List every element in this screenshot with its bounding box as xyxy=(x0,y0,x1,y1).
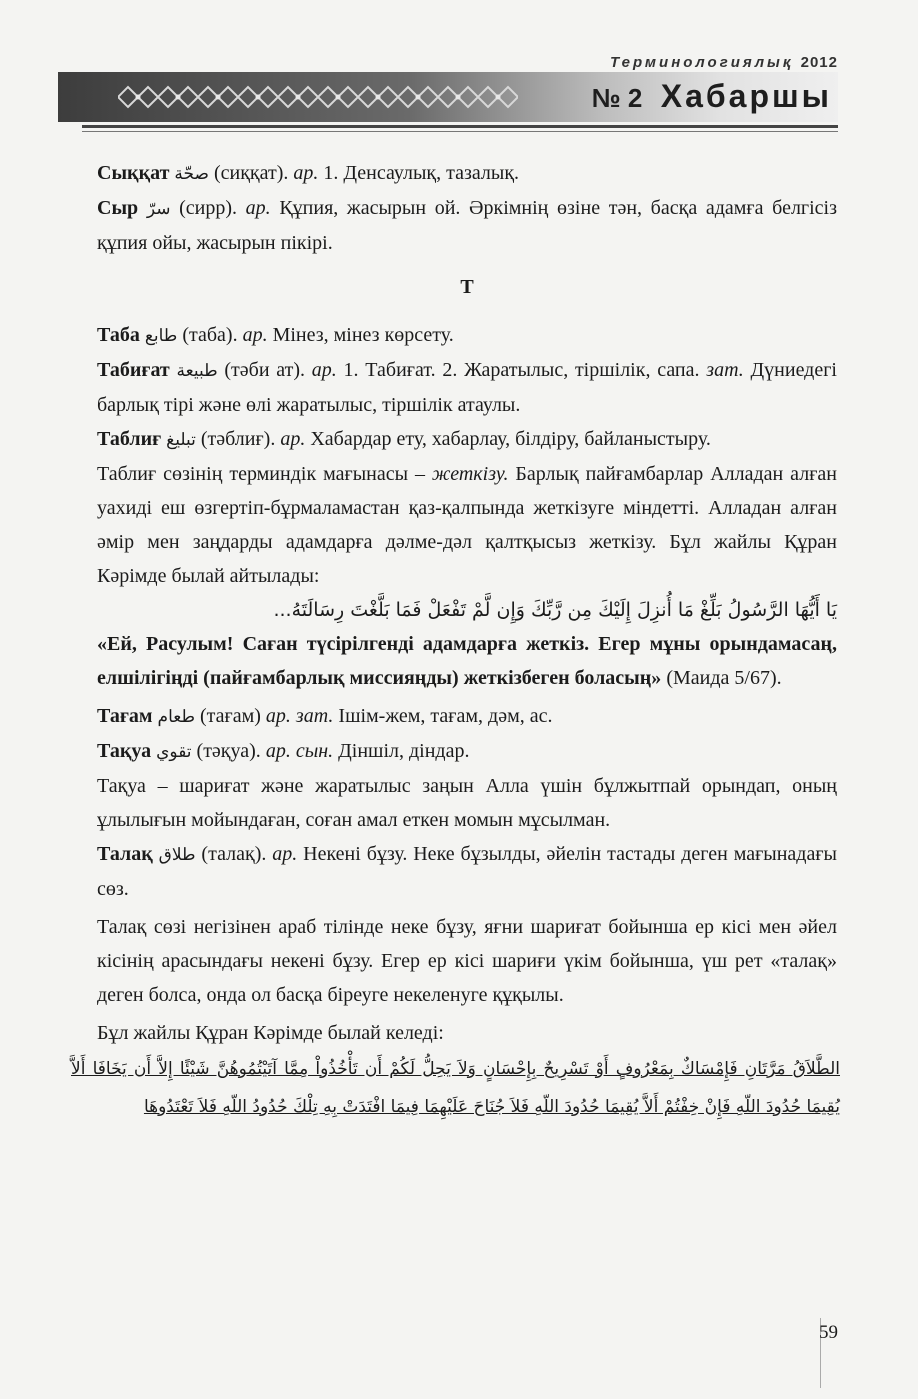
entry-abbreviation: ар. xyxy=(311,359,337,381)
entry-arabic: طلاق xyxy=(158,845,196,864)
entry-term: Таба xyxy=(97,324,140,346)
entry-definition: Хабардар ету, хабарлау, білдіру, байланыстыру. xyxy=(305,428,711,450)
section-letter: Т xyxy=(460,276,474,298)
entry-transliteration: (сиққат). xyxy=(208,162,294,184)
entry-abbreviation: ар. xyxy=(272,843,298,865)
entry-transliteration: (тәқуа). xyxy=(191,740,266,762)
paragraph: Тақуа – шариғат және жаратылыс заңын Алла үшін бұлжытпай орындап, оның ұлылығын мойындаған, соған амал еткен момын мұсылман. xyxy=(97,775,837,831)
entry-transliteration: (таба). xyxy=(177,324,243,346)
header-rule xyxy=(82,125,838,128)
entry-abbreviation: ар. сын. xyxy=(265,740,334,762)
entry-definition: Діншіл, діндар. xyxy=(333,740,470,762)
entry-definition: Құпия, жасырын ой. Әркімнің өзіне тән, басқа адамға белгісіз құпия ойы, жасырын пікірі. xyxy=(97,197,838,254)
journal-bulletin-title: Хабаршы xyxy=(660,78,832,114)
entry-transliteration: (сирр). xyxy=(170,197,246,219)
paragraph: Талақ сөзі негізінен араб тілінде неке бұзу, яғни шариғат бойынша ер кісі мен әйел кісінің арасындағы некені бұзу. Егер ер кісі шариғи үкім бойынша, үш рет «талақ» деген болса, онда ол басқа біреуге некеленуге құқылы. xyxy=(97,916,837,1006)
entry-abbreviation: ар. зат. xyxy=(265,705,334,727)
entry-term: Таблиғ xyxy=(97,428,162,450)
entry-abbreviation: ар. xyxy=(280,428,306,450)
entry-transliteration: (тәби ат). xyxy=(217,359,312,381)
journal-title: Терминологиялық xyxy=(610,54,794,71)
verse-translation xyxy=(97,627,837,695)
dictionary-entry xyxy=(97,191,837,260)
entry-term: Тақуа xyxy=(97,740,152,762)
entry-term: Сыққат xyxy=(97,162,170,184)
ornament-pattern xyxy=(118,78,518,116)
header-banner xyxy=(58,72,838,122)
dictionary-entry xyxy=(97,318,837,353)
arabic-verse: يَا أَيُّهَا الرَّسُولُ بَلِّغْ مَا أُنزِلَ إِلَيْكَ مِن رَّبِّكَ وَإِن لَّمْ تَفْعَلْ فَمَا بَلَّغْتَ رِسَالَتَهُ... xyxy=(273,599,837,621)
entry-definition: Мінез, мінез көрсету. xyxy=(267,324,454,346)
journal-year: 2012 xyxy=(800,54,838,71)
verse-text: «Ей, Расулым! Саған түсірілгенді адамдарға жеткіз. Егер мұны орындамасаң, елшілігіңді (пайғамбарлық миссияңды) жеткізбеген боласың» xyxy=(97,633,837,689)
entry-abbreviation: ар. xyxy=(293,162,319,184)
entry-transliteration: (тәблиғ). xyxy=(195,428,281,450)
journal-name xyxy=(610,54,838,71)
entry-arabic: تبليغ xyxy=(166,430,196,449)
entry-transliteration: (тағам) xyxy=(194,705,266,727)
dictionary-entry xyxy=(97,422,837,457)
entry-term: Табиғат xyxy=(97,359,170,381)
entry-definition-2: Дүниедегі барлық тірі және өлі жаратылыс, тіршілік атаулы. xyxy=(97,359,837,416)
dictionary-entry xyxy=(97,699,837,734)
verse-reference: (Маида 5/67). xyxy=(661,667,782,689)
paragraph-text: Таблиғ сөзінің терминдік мағынасы – xyxy=(97,463,432,485)
issue-title xyxy=(592,78,832,115)
issue-number: № 2 xyxy=(591,83,643,113)
arabic-verse-block: الطَّلاَقُ مَرَّتَانِ فَإِمْسَاكٌ بِمَعْرُوفٍ أَوْ تَسْرِيحٌ بِإِحْسَانٍ وَلاَ يَحِلُّ لَكُمْ أَن تَأْخُذُواْ مِمَّا آتَيْتُمُوهُنَّ شَيْئًا إِلاَّ أَن يَخَافَا أَلاَّ يُقِيمَا حُدُودَ اللّهِ فَإِنْ خِفْتُمْ أَلاَّ يُقِيمَا حُدُودَ اللّهِ فَلاَ جُنَاحَ عَلَيْهِمَا فِيمَا افْتَدَتْ بِهِ تِلْكَ حُدُودُ اللّهِ فَلاَ تَعْتَدُوهَا xyxy=(71,1059,840,1117)
entry-arabic: صحّة xyxy=(174,164,209,183)
dictionary-entry xyxy=(97,734,837,769)
page-header xyxy=(0,0,918,140)
entry-arabic: طبيعة xyxy=(176,361,218,380)
paragraph-emphasis: жеткізу. xyxy=(431,463,509,485)
header-rule-thin xyxy=(82,131,838,132)
entry-definition: Некені бұзу. Неке бұзылды, әйелін тастады деген мағынадағы сөз. xyxy=(97,843,837,900)
entry-term: Тағам xyxy=(97,705,153,727)
entry-abbreviation: ар. xyxy=(245,197,271,219)
entry-arabic: طابع xyxy=(144,326,178,345)
dictionary-entry xyxy=(97,837,837,906)
entry-term: Талақ xyxy=(97,843,153,865)
paragraph: Бұл жайлы Құран Кәрімде былай келеді: xyxy=(97,1022,444,1044)
page-body xyxy=(71,156,840,1126)
dictionary-entry xyxy=(97,156,837,191)
entry-arabic: تقوي xyxy=(156,742,192,761)
entry-definition: Ішім-жем, тағам, дәм, ас. xyxy=(333,705,553,727)
page-number: 59 xyxy=(819,1322,838,1343)
entry-transliteration: (талақ). xyxy=(195,843,273,865)
entry-abbreviation: ар. xyxy=(242,324,268,346)
paragraph xyxy=(97,457,837,593)
entry-abbreviation-2: зат. xyxy=(706,359,744,381)
entry-arabic: طعام xyxy=(157,707,195,726)
entry-definition: 1. Денсаулық, тазалық. xyxy=(318,162,520,184)
paragraph-text: Барлық пайғамбарлар Алладан алған уахиді еш өзгертіп-бұрмаламастан қаз-қалпында жеткізуге міндетті. Алладан алған әмір мен заңдарды адамдарға дәлме-дәл қалтқысыз жеткізу. Бұл жайлы Құран Кәрімде былай айтылады: xyxy=(97,463,837,587)
entry-arabic: سرّ xyxy=(146,199,171,218)
entry-term: Сыр xyxy=(97,197,139,219)
dictionary-entry xyxy=(97,353,837,422)
entry-definition: 1. Табиғат. 2. Жаратылыс, тіршілік, сапа. xyxy=(336,359,707,381)
